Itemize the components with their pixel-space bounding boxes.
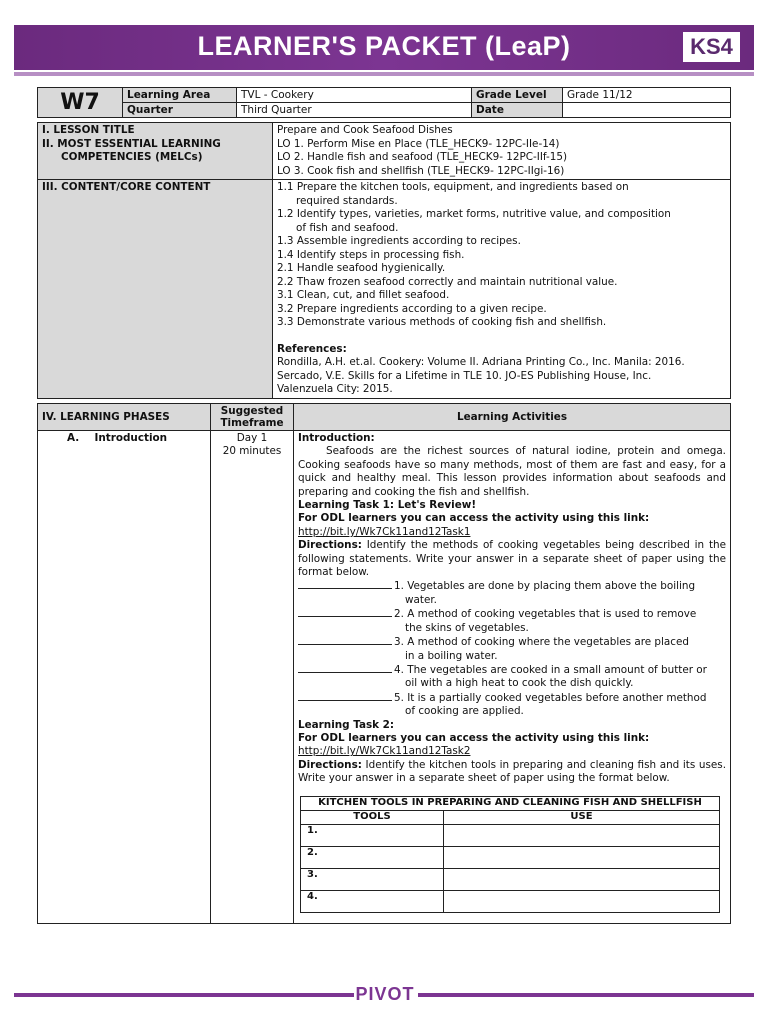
melc-label-1: II. MOST ESSENTIAL LEARNING (42, 137, 221, 150)
task1-directions (298, 539, 726, 579)
task2-title: Learning Task 2: (298, 718, 395, 731)
timeframe-cell (211, 431, 294, 924)
pivot-logo (355, 984, 415, 1005)
reference-item: Sercado, V.E. Skills for a Lifetime in TLE 10. JO-ES Publishing House, Inc. (277, 369, 652, 382)
review-item (298, 607, 726, 621)
answer-blank[interactable] (298, 607, 392, 617)
review-item-cont: oil with a high heat to cook the dish quickly. (405, 677, 634, 690)
kitchen-tools-title: KITCHEN TOOLS IN PREPARING AND CLEANING FISH AND SHELLFISH (301, 796, 720, 810)
review-item-cont: water. (405, 593, 437, 606)
review-item (298, 579, 726, 593)
use-cell (444, 890, 720, 912)
use-cell (444, 846, 720, 868)
task2-directions (298, 759, 726, 786)
use-cell (444, 868, 720, 890)
content-item: 1.3 Assemble ingredients according to recipes. (277, 235, 521, 247)
table-row (301, 846, 720, 868)
table-row (301, 868, 720, 890)
task1-directions-text: Identify the methods of cooking vegetables being described in the following statements. Write your answer in a separate sheet of paper using the format below. (298, 539, 726, 579)
content-item-cont: required standards. (296, 194, 398, 207)
task2-odl-text: For ODL learners you can access the activity using this link: (298, 731, 650, 744)
content-item: 3.2 Prepare ingredients according to a given recipe. (277, 302, 547, 315)
learning-area-value: TVL - Cookery (237, 88, 472, 103)
content-item: 3.1 Clean, cut, and fillet seafood. (277, 289, 450, 301)
grade-level-value: Grade 11/12 (563, 88, 731, 103)
kitchen-tools-table (300, 796, 720, 913)
timeframe-header-line: Timeframe (220, 417, 284, 429)
content-item: 1.2 Identify types, varieties, market forms, nutritive value, and composition (277, 208, 671, 220)
lesson-labels-cell (38, 123, 273, 180)
quarter-label: Quarter (123, 103, 237, 118)
content-item: 2.1 Handle seafood hygienically. (277, 262, 446, 274)
content-cell (273, 180, 731, 399)
review-item-text: 5. It is a partially cooked vegetables before another method (394, 691, 707, 704)
review-item-text: 4. The vegetables are cooked in a small amount of butter or (394, 663, 707, 676)
review-item-text: 2. A method of cooking vegetables that is used to remove (394, 608, 697, 621)
row-number: 4. (301, 890, 444, 912)
melc-item: LO 1. Perform Mise en Place (TLE_HECK9- 12PC-IIe-14) (277, 137, 560, 150)
timeframe-col-header (211, 404, 294, 431)
task2-directions-text: Identify the kitchen tools in preparing and cleaning fish and its uses. Write your answer in a separate sheet of paper using the format below. (298, 758, 726, 785)
week-label: W7 (38, 88, 123, 118)
reference-item: Rondilla, A.H. et.al. Cookery: Volume II. Adriana Printing Co., Inc. Manila: 2016. (277, 356, 685, 368)
answer-blank[interactable] (298, 691, 392, 701)
phase-cell (38, 431, 211, 924)
ks-badge: KS4 (683, 32, 740, 62)
phases-col-header: IV. LEARNING PHASES (38, 404, 211, 431)
task1-link[interactable]: http://bit.ly/Wk7Ck11and12Task1 (298, 525, 471, 538)
grade-level-label: Grade Level (472, 88, 563, 103)
date-label: Date (472, 103, 563, 118)
timeframe-minutes: 20 minutes (222, 445, 282, 457)
row-number: 3. (301, 868, 444, 890)
banner-underline (14, 72, 754, 76)
melc-label-2: COMPETENCIES (MELCs) (61, 151, 203, 163)
task1-odl-text: For ODL learners you can access the activity using this link: (298, 512, 650, 525)
review-item-cont: of cooking are applied. (405, 705, 524, 718)
review-item-cont: in a boiling water. (405, 649, 498, 662)
references-label: References: (277, 342, 347, 355)
task1-title: Learning Task 1: Let's Review! (298, 499, 477, 512)
table-row (301, 824, 720, 846)
review-item-text: 1. Vegetables are done by placing them above the boiling (394, 580, 696, 593)
content-item: 1.4 Identify steps in processing fish. (277, 248, 465, 261)
review-item-text: 3. A method of cooking where the vegetables are placed (394, 636, 689, 649)
lesson-table (37, 122, 731, 399)
footer-line-right (418, 993, 754, 997)
header-table (37, 87, 731, 118)
reference-item: Valenzuela City: 2015. (277, 383, 393, 395)
review-item (298, 635, 726, 649)
answer-blank[interactable] (298, 635, 392, 645)
quarter-value: Third Quarter (237, 103, 472, 118)
timeframe-day: Day 1 (236, 432, 268, 444)
content-label: III. CONTENT/CORE CONTENT (38, 180, 273, 399)
activities-cell (294, 431, 731, 924)
phases-table (37, 403, 731, 924)
phase-name: Introduction (94, 432, 168, 444)
melc-item: LO 2. Handle fish and seafood (TLE_HECK9- 12PC-IIf-15) (277, 151, 567, 163)
table-row (301, 890, 720, 912)
answer-blank[interactable] (298, 579, 392, 589)
lesson-title-label: I. LESSON TITLE (42, 124, 135, 136)
lesson-values-cell (273, 123, 731, 180)
review-item-cont: the skins of vegetables. (405, 621, 529, 634)
date-value (563, 103, 731, 118)
melc-item: LO 3. Cook fish and shellfish (TLE_HECK9- 12PC-IIgi-16) (277, 164, 565, 177)
activities-col-header: Learning Activities (294, 404, 731, 431)
packet-title: LEARNER'S PACKET (LeaP) (197, 31, 571, 61)
row-number: 2. (301, 846, 444, 868)
directions-label: Directions: (298, 758, 362, 771)
content-item: 2.2 Thaw frozen seafood correctly and maintain nutritional value. (277, 275, 618, 288)
content-item-cont: of fish and seafood. (296, 221, 399, 234)
review-item (298, 663, 726, 677)
directions-label: Directions: (298, 539, 362, 552)
use-cell (444, 824, 720, 846)
intro-heading: Introduction: (298, 432, 375, 444)
packet-banner (14, 25, 754, 70)
review-item (298, 691, 726, 705)
intro-text: Seafoods are the richest sources of natural iodine, protein and omega. Cooking seafoods have so many methods, most of them are fast and easy, for a quick and healthy meal. This lesson provides information about seafoods and preparing and cooking the fish and shellfish. (298, 445, 726, 498)
task2-link[interactable]: http://bit.ly/Wk7Ck11and12Task2 (298, 745, 471, 758)
timeframe-header-line: Suggested (220, 405, 284, 417)
content-item: 1.1 Prepare the kitchen tools, equipment, and ingredients based on (277, 181, 629, 193)
footer-line-left (14, 993, 354, 997)
tools-col-header: TOOLS (301, 810, 444, 824)
phase-letter: A. (67, 432, 80, 444)
use-col-header: USE (444, 810, 720, 824)
answer-blank[interactable] (298, 663, 392, 673)
lesson-title: Prepare and Cook Seafood Dishes (277, 124, 453, 136)
row-number: 1. (301, 824, 444, 846)
content-item: 3.3 Demonstrate various methods of cooking fish and shellfish. (277, 316, 607, 328)
learning-area-label: Learning Area (123, 88, 237, 103)
pivot-logo-text: PIVOT (355, 984, 415, 1004)
